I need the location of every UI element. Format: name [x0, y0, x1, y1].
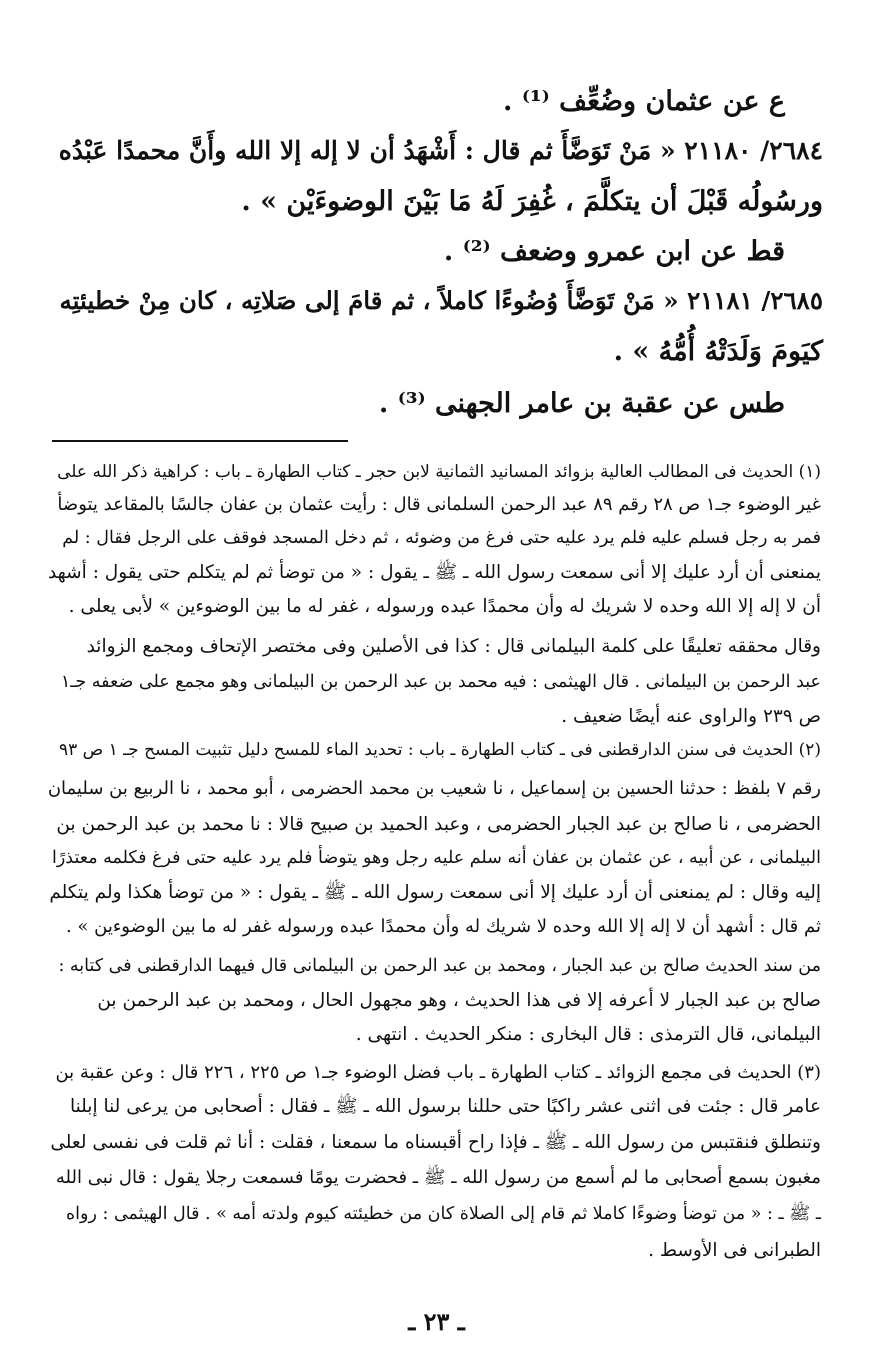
- footnote-2-line-2: رقم ٧ بلفظ : حدثنا الحسين بن إسماعيل ، نا شعيب بن محمد الحضرمى ، أبو محمد ، نا الربيع بن سليمان: [47, 778, 821, 799]
- page-number: ـ ٢٣ ـ: [408, 1307, 465, 1336]
- footnote-1-line-8: ص ٢٣٩ والراوى عنه أيضًا ضعيف .: [561, 706, 821, 727]
- footnote-1-line-5: أن لا إله إلا الله وحده لا شريك له وأن محمدًا عبده ورسوله ، غفر له ما بين الوضوءين » لأبى يعلى .: [68, 596, 821, 617]
- footnote-2-line-7: من سند الحديث صالح بن عبد الجبار ، ومحمد بن عبد الرحمن بن البيلمانى قال فيهما الدارقطنى فى كتابه :: [58, 956, 821, 976]
- footnote-1-line-6: وقال محققه تعليقًا على كلمة البيلمانى قال : كذا فى الأصلين وفى مختصر الإتحاف ومجمع الزوائد: [86, 636, 821, 657]
- hadith-2685-line-2: كيَومَ وَلَدَتْهُ أُمُّهُ » .: [613, 336, 823, 367]
- footnote-2-line-8: صالح بن عبد الجبار لا أعرفه إلا فى هذا الحديث ، وهو مجهول الحال ، ومحمد بن عبد الرحمن بن: [97, 990, 821, 1011]
- footnote-1-line-4: يمنعنى أن أرد عليك إلا أنى سمعت رسول الله ـ ﷺ ـ يقول : « من توضأ ثم لم يتكلم حتى يقول : أشهد: [47, 562, 821, 583]
- main-line-1: ع عن عثمان وضُعِّف ⁽¹⁾ .: [503, 86, 785, 117]
- footnote-1-line-2: غير الوضوء جـ١ ص ٢٨ رقم ٨٩ عبد الرحمن السلمانى قال : رأيت عثمان بن عفان جالسًا بالمقاعد يتوضأ: [57, 494, 821, 515]
- source-line-2685: طس عن عقبة بن عامر الجهنى ⁽³⁾ .: [378, 388, 785, 419]
- footnote-3-line-6: الطبرانى فى الأوسط .: [648, 1240, 821, 1261]
- source-line-2684: قط عن ابن عمرو وضعف ⁽²⁾ .: [443, 236, 785, 267]
- footnote-3-line-3: وتنطلق فنقتبس من رسول الله ـ ﷺ ـ فإذا راح أقبسناه ما سمعنا ، فقلت : أنا ثم قلت فى نفسى لعلى: [50, 1132, 821, 1153]
- footnote-2-line-5: إليه وقال : لم يمنعنى أن أرد عليك إلا أنى سمعت رسول الله ـ ﷺ ـ يقول : « من توضأ هكذا ولم يتكلم: [49, 882, 821, 903]
- footnote-2-line-4: البيلمانى ، عن أبيه ، عن عثمان بن عفان أنه سلم عليه رجل وهو يتوضأ فلم يرد عليه حتى فرغ فكلمه معتذرًا: [51, 848, 821, 868]
- footnote-1-line-1: (١) الحديث فى المطالب العالية بزوائد المسانيد الثمانية لابن حجر ـ كتاب الطهارة ـ باب : كراهية ذكر الله على: [57, 462, 821, 482]
- footnote-2-line-1: (٢) الحديث فى سنن الدارقطنى فى ـ كتاب الطهارة ـ باب : تحديد الماء للمسح دليل تثبيت المسح جـ ١ ص ٩٣: [58, 740, 821, 760]
- hadith-2684-line-1: ٢٦٨٤/ ٢١١٨٠ « مَنْ تَوَضَّأَ ثم قال : أَشْهَدُ أن لا إله إلا الله وأَنَّ محمدًا عَبْدُه: [58, 136, 823, 165]
- hadith-2684-line-2: ورسُولُه قَبْلَ أن يتكلَّمَ ، غُفِرَ لَهُ مَا بَيْنَ الوضوءَيْن » .: [241, 186, 823, 217]
- footnote-1-line-3: فمر به رجل فسلم عليه فلم يرد عليه حتى فرغ من وضوئه ، ثم دخل المسجد فوقف على الرجل فقال : لم: [62, 528, 821, 548]
- footnote-3-line-1: (٣) الحديث فى مجمع الزوائد ـ كتاب الطهارة ـ باب فضل الوضوء جـ١ ص ٢٢٥ ، ٢٢٦ قال : وعن عقبة بن: [55, 1062, 821, 1083]
- footnote-3-line-5: ـ ﷺ ـ : « من توضأ وضوءًا كاملا ثم قام إلى الصلاة كان من خطيئته كيوم ولدته أمه » . قال الهيثمى : رواه: [65, 1204, 821, 1224]
- footnote-2-line-3: الحضرمى ، نا صالح بن عبد الجبار الحضرمى ، وعبد الحميد بن صبيح قالا : نا محمد بن عبد الرحمن بن: [56, 814, 821, 835]
- footnote-2-line-6: ثم قال : أشهد أن لا إله إلا الله وحده لا شريك له وأن محمدًا عبده ورسوله غفر له ما بين الوضوءين » .: [65, 916, 821, 937]
- footnote-3-line-2: عامر قال : جئت فى اثنى عشر راكبًا حتى حللنا برسول الله ـ ﷺ ـ فقال : أصحابى من يرعى لنا إبلنا: [69, 1096, 821, 1117]
- footnote-3-line-4: مغبون بسمع أصحابى ما لم أسمع من رسول الله ـ ﷺ ـ فحضرت يومًا فسمعت رجلا يقول : قال نبى الله: [55, 1167, 821, 1188]
- footnote-separator: [52, 440, 348, 442]
- hadith-2685-line-1: ٢٦٨٥/ ٢١١٨١ « مَنْ تَوَضَّأَ وُضُوءًا كاملاً ، ثم قامَ إلى صَلاتِه ، كان مِنْ خطيئتِه: [59, 286, 823, 315]
- footnote-2-line-9: البيلمانى، قال الترمذى : قال البخارى : منكر الحديث . انتهى .: [355, 1024, 821, 1045]
- footnote-1-line-7: عبد الرحمن بن البيلمانى . قال الهيثمى : فيه محمد بن عبد الرحمن بن البيلمانى وهو مجمع على ضعفه جـ١: [60, 672, 821, 692]
